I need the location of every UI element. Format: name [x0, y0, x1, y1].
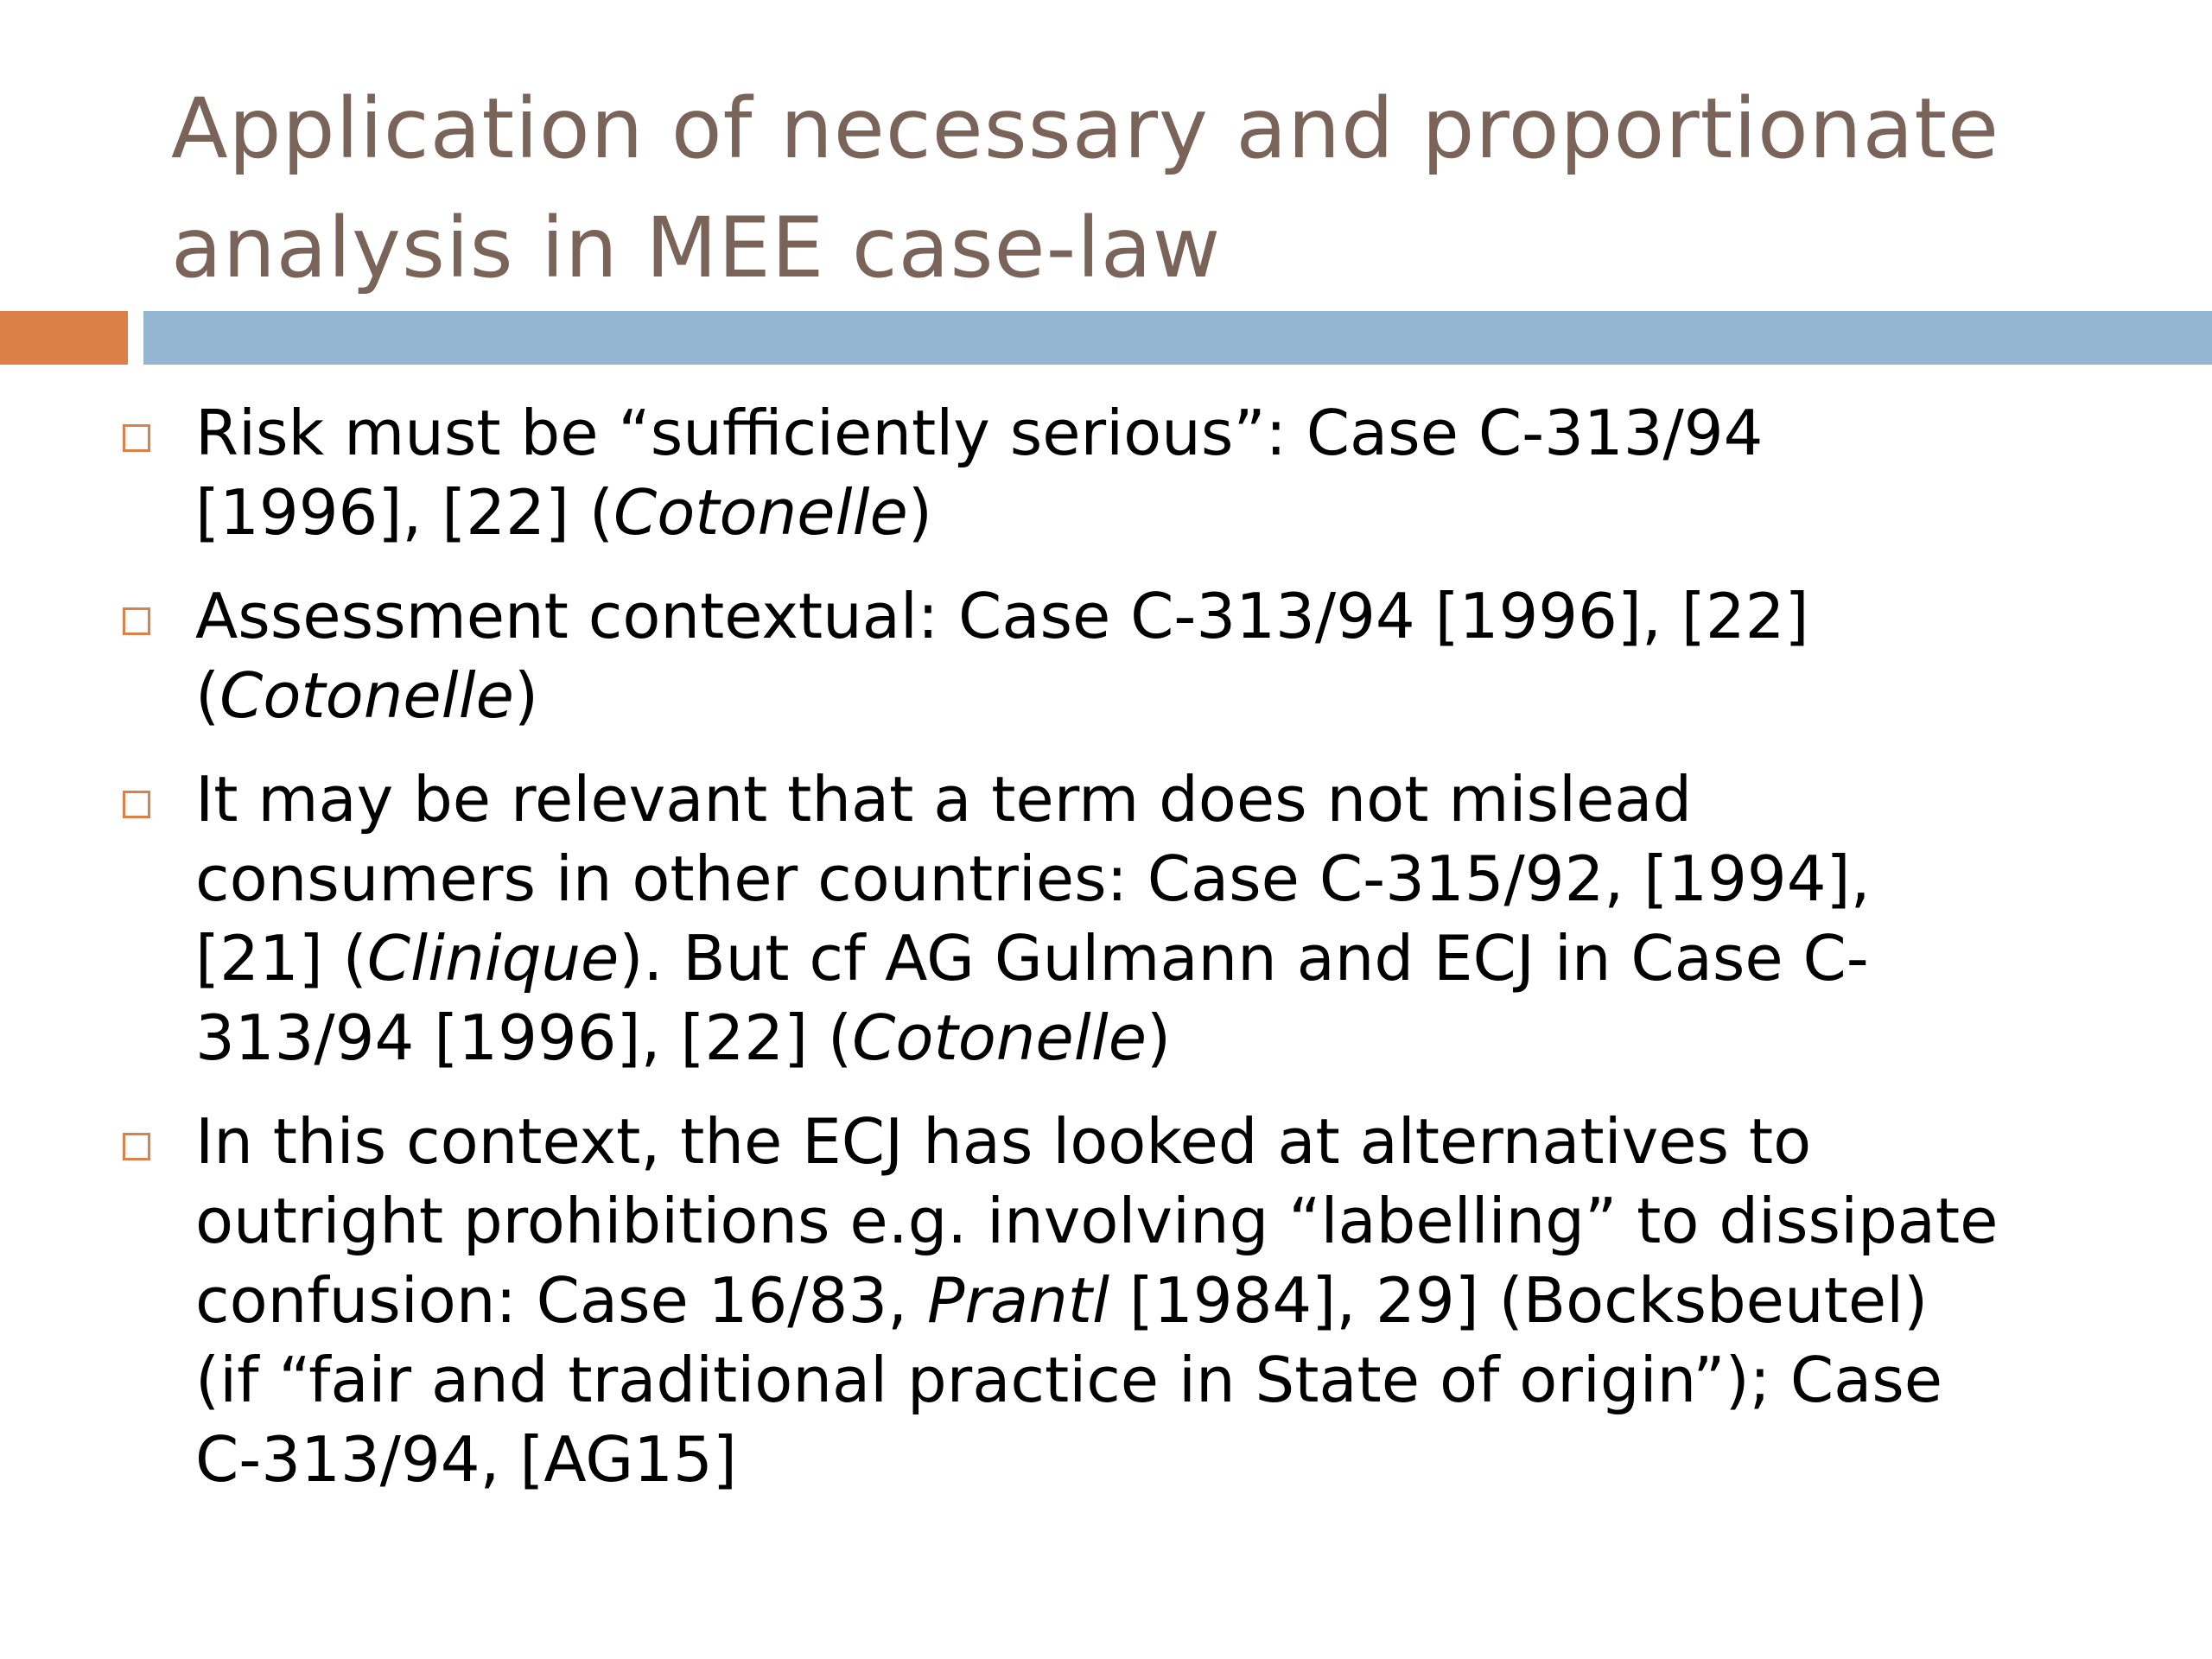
case-name: Cotonelle [852, 1001, 1147, 1074]
bullet-text-line: In this context, the ECJ has looked at alternatives to [195, 1105, 1812, 1178]
bullet-text-line: consumers in other countries: Case C-315/92, [1994], [195, 842, 1871, 915]
bullet-text-line: Assessment contextual: Case C-313/94 [1996], [22] [195, 580, 1809, 652]
bullet-text-line: Risk must be “sufficiently serious”: Case C-313/94 [195, 397, 1764, 469]
bullet-list [121, 393, 2177, 1523]
bullet-text-line: It may be relevant that a term does not mislead [195, 763, 1693, 836]
bullet-text-line: 313/94 [1996], [22] (Cotonelle) [195, 1001, 1172, 1074]
hollow-square-bullet-icon [123, 1133, 150, 1160]
hollow-square-bullet-icon [123, 791, 150, 818]
bullet-text-line: [1996], [22] (Cotonelle) [195, 476, 932, 549]
slide-title [171, 69, 2072, 308]
case-name: Cotonelle [613, 476, 908, 549]
bullet-text-line: (if “fair and traditional practice in State of origin”); Case [195, 1344, 1943, 1416]
case-name: Cotonelle [219, 659, 514, 732]
hollow-square-bullet-icon [123, 607, 150, 635]
bullet-text-line: C-313/94, [AG15] [195, 1423, 737, 1496]
bullet-item [121, 576, 2177, 735]
case-name: Prantl [926, 1264, 1109, 1337]
bullet-text-line: [21] (Clinique). But cf AG Gulmann and ECJ in Case C- [195, 922, 1869, 995]
bullet-text-line: outright prohibitions e.g. involving “labelling” to dissipate [195, 1185, 1999, 1257]
bullet-item [121, 393, 2177, 552]
slide-title-line: Application of necessary and proportionate [171, 80, 2000, 177]
slide-title-line: analysis in MEE case-law [171, 200, 1222, 296]
bullet-item [121, 1102, 2177, 1499]
accent-bar-blue [143, 311, 2212, 365]
bullet-text-line: confusion: Case 16/83, Prantl [1984], 29] (Bocksbeutel) [195, 1264, 1929, 1337]
accent-bar-orange [0, 311, 128, 365]
case-name: Clinique [366, 922, 620, 995]
bullet-text-line: (Cotonelle) [195, 659, 539, 732]
bullet-item [121, 760, 2177, 1077]
hollow-square-bullet-icon [123, 424, 150, 452]
